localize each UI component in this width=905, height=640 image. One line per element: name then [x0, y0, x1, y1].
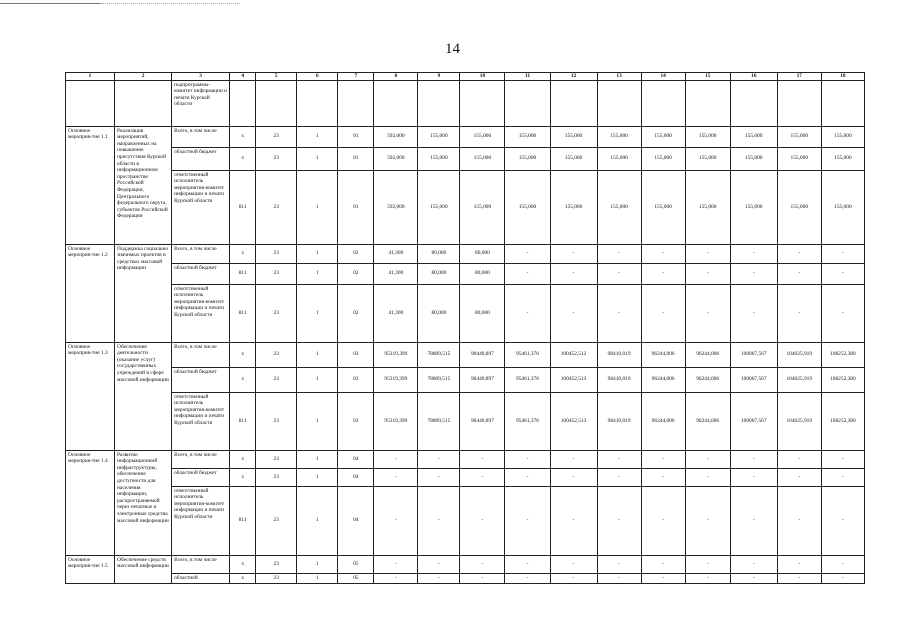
cell-value: - — [685, 450, 730, 468]
cell-source: Всего, в том числе — [172, 126, 230, 147]
cell-value: 98410,019 — [597, 367, 641, 392]
cell-pgp: 1 — [297, 147, 338, 170]
table-row — [66, 450, 865, 468]
cell-source: Всего, в том числе — [172, 450, 230, 468]
cell-source: подпрограммы-комитет информации и печати Курской области — [172, 80, 230, 126]
cell-om: 02 — [338, 244, 374, 263]
cell-value: - — [641, 573, 685, 583]
cell-value: 78809,515 — [418, 342, 460, 367]
cell-value: 155,000 — [418, 170, 460, 244]
cell-value: - — [641, 486, 685, 555]
cell-value: 95461,376 — [505, 392, 550, 450]
cell-value: 155,000 — [821, 147, 864, 170]
cell-grbs: х — [230, 126, 256, 147]
cell-value: - — [641, 450, 685, 468]
cell-value: 155,000 — [641, 170, 685, 244]
cell-grbs: 811 — [230, 263, 256, 284]
cell-grbs: х — [230, 244, 256, 263]
cell-value: - — [460, 468, 505, 486]
cell-pgp: 1 — [297, 170, 338, 244]
cell-value: - — [418, 573, 460, 583]
cell-value: - — [597, 244, 641, 263]
cell-value: - — [374, 486, 418, 555]
cell-value: - — [505, 486, 550, 555]
table-row — [66, 263, 865, 284]
col-header: 4 — [230, 73, 256, 81]
cell-value: - — [505, 573, 550, 583]
cell-value: 155,000 — [597, 170, 641, 244]
cell-value: - — [597, 555, 641, 573]
col-header: 17 — [777, 73, 821, 81]
col-header: 5 — [256, 73, 297, 81]
cell-pgp: 1 — [297, 367, 338, 392]
table-row — [66, 468, 865, 486]
col-header: 10 — [460, 73, 505, 81]
cell-source: Всего, в том числе — [172, 244, 230, 263]
cell-value: 96244,006 — [685, 392, 730, 450]
cell-om: 02 — [338, 284, 374, 342]
cell-value: 41,300 — [374, 263, 418, 284]
cell-value: 155,000 — [685, 126, 730, 147]
measure-description: Развитие информационной инфраструктуры, обеспечение доступности для населения информации, распространяемой через печатные и электронные средства массовой информации — [115, 450, 172, 555]
cell-value: 155,000 — [418, 147, 460, 170]
cell-value: 155,000 — [730, 170, 777, 244]
cell-value: 155,000 — [460, 147, 505, 170]
cell-value: 96244,006 — [685, 342, 730, 367]
cell-value: - — [597, 486, 641, 555]
cell-value: - — [777, 450, 821, 468]
cell-value: 90440,897 — [460, 392, 505, 450]
cell-pgp: 1 — [297, 244, 338, 263]
cell-value: - — [460, 486, 505, 555]
cell-value: 100067,567 — [730, 342, 777, 367]
cell-om: 05 — [338, 555, 374, 573]
measure-name: Основное мероприя-тие 1.5 — [66, 555, 115, 583]
cell-grbs: х — [230, 555, 256, 573]
cell-value: - — [821, 573, 864, 583]
cell-value: 95319,399 — [374, 367, 418, 392]
cell-value: - — [821, 450, 864, 468]
cell-value: - — [597, 284, 641, 342]
cell-value: - — [821, 486, 864, 555]
cell-value: - — [641, 468, 685, 486]
cell-value: - — [505, 468, 550, 486]
cell-value: 100067,567 — [730, 367, 777, 392]
cell-source: областной бюджет — [172, 367, 230, 392]
header-rule-dotted — [100, 3, 240, 4]
continuation-row — [66, 80, 865, 126]
cell-om: 04 — [338, 450, 374, 468]
cell-grbs: х — [230, 468, 256, 486]
cell-value: - — [460, 450, 505, 468]
cell-source: областной бюджет — [172, 147, 230, 170]
cell-value: 155,000 — [641, 126, 685, 147]
table-row — [66, 555, 865, 573]
cell-grbs: х — [230, 573, 256, 583]
cell-grbs: 811 — [230, 284, 256, 342]
cell-value: 98410,019 — [597, 342, 641, 367]
cell-value: - — [730, 284, 777, 342]
cell-value: - — [777, 284, 821, 342]
cell-value: 155,000 — [730, 126, 777, 147]
cell-value: - — [550, 573, 597, 583]
col-header: 9 — [418, 73, 460, 81]
col-header: 8 — [374, 73, 418, 81]
cell-value: - — [685, 244, 730, 263]
cell-value: - — [374, 468, 418, 486]
cell-value: 80,000 — [460, 284, 505, 342]
cell-gp: 23 — [256, 573, 297, 583]
cell-pgp: 1 — [297, 263, 338, 284]
cell-om: 01 — [338, 170, 374, 244]
cell-value: - — [597, 450, 641, 468]
table-row — [66, 486, 865, 555]
cell-value: - — [460, 555, 505, 573]
cell-om: 03 — [338, 342, 374, 367]
cell-gp: 23 — [256, 486, 297, 555]
cell-gp: 23 — [256, 126, 297, 147]
column-number-row — [66, 73, 865, 81]
cell-value: - — [777, 573, 821, 583]
cell-value: 96244,006 — [685, 367, 730, 392]
cell-value: 104025,919 — [777, 367, 821, 392]
cell-value: - — [550, 450, 597, 468]
cell-grbs: х — [230, 342, 256, 367]
table-row — [66, 147, 865, 170]
cell-value: - — [730, 450, 777, 468]
cell-value: - — [641, 244, 685, 263]
cell-value: 41,300 — [374, 244, 418, 263]
cell-value: 98410,019 — [597, 392, 641, 450]
table-row — [66, 126, 865, 147]
cell-value: 96244,006 — [641, 392, 685, 450]
cell-value: 80,000 — [418, 263, 460, 284]
cell-value: - — [460, 573, 505, 583]
cell-source: ответственный исполнитель мероприятия-комитет информации и печати Курской области — [172, 486, 230, 555]
cell-value: - — [641, 263, 685, 284]
cell-value: - — [597, 263, 641, 284]
cell-pgp: 1 — [297, 342, 338, 367]
col-header: 7 — [338, 73, 374, 81]
cell-value: 100452,513 — [550, 392, 597, 450]
cell-source: Всего, в том числе — [172, 342, 230, 367]
cell-pgp: 1 — [297, 450, 338, 468]
cell-om: 01 — [338, 147, 374, 170]
cell-source: Всего, в том числе — [172, 555, 230, 573]
cell-value: - — [550, 263, 597, 284]
cell-value: - — [685, 555, 730, 573]
cell-pgp: 1 — [297, 555, 338, 573]
table-row — [66, 392, 865, 450]
cell-value: - — [821, 244, 864, 263]
cell-value: 90440,897 — [460, 342, 505, 367]
cell-value: 95319,399 — [374, 342, 418, 367]
cell-value: 80,000 — [460, 263, 505, 284]
col-header: 13 — [597, 73, 641, 81]
cell-om: 04 — [338, 468, 374, 486]
cell-value: 155,000 — [777, 147, 821, 170]
cell-value: 155,000 — [505, 147, 550, 170]
cell-value: 108252,380 — [821, 367, 864, 392]
cell-source: областной — [172, 573, 230, 583]
cell-value: - — [685, 263, 730, 284]
cell-value: - — [550, 555, 597, 573]
cell-pgp: 1 — [297, 486, 338, 555]
cell-value: - — [777, 555, 821, 573]
cell-value: - — [777, 263, 821, 284]
col-header: 16 — [730, 73, 777, 81]
cell-value: - — [374, 573, 418, 583]
cell-gp: 23 — [256, 244, 297, 263]
cell-value: - — [821, 263, 864, 284]
cell-value: - — [730, 555, 777, 573]
cell-value: - — [730, 263, 777, 284]
cell-value: - — [597, 573, 641, 583]
cell-value: 78809,515 — [418, 392, 460, 450]
col-header: 3 — [172, 73, 230, 81]
cell-value: - — [730, 468, 777, 486]
table-row — [66, 573, 865, 583]
cell-pgp: 1 — [297, 392, 338, 450]
cell-value: 100452,512 — [550, 342, 597, 367]
cell-value: - — [550, 486, 597, 555]
cell-value: 155,000 — [550, 147, 597, 170]
cell-grbs: 811 — [230, 486, 256, 555]
measure-name: Основное мероприя-тие 1.1 — [66, 126, 115, 244]
cell-value: - — [418, 486, 460, 555]
cell-value: - — [597, 468, 641, 486]
cell-value: 95461,376 — [505, 342, 550, 367]
cell-value: 96244,006 — [641, 342, 685, 367]
cell-value: - — [418, 450, 460, 468]
table-row — [66, 244, 865, 263]
cell-value: - — [505, 284, 550, 342]
col-header: 11 — [505, 73, 550, 81]
cell-value: 155,000 — [550, 126, 597, 147]
cell-value: 104025,919 — [777, 342, 821, 367]
cell-source: областной бюджет — [172, 468, 230, 486]
cell-value: - — [730, 486, 777, 555]
cell-value: 155,000 — [685, 147, 730, 170]
cell-gp: 23 — [256, 367, 297, 392]
cell-gp: 23 — [256, 468, 297, 486]
cell-value: - — [505, 450, 550, 468]
cell-value: - — [685, 468, 730, 486]
col-header: 1 — [66, 73, 115, 81]
cell-om: 04 — [338, 486, 374, 555]
cell-om: 03 — [338, 367, 374, 392]
cell-value: - — [821, 284, 864, 342]
measure-description: Реализация мероприятий, направленных на повышение присутствия Курской области в информационном пространстве Российской Федерации, Центрального федерального округа, субъектов Российской Федерации — [115, 126, 172, 244]
cell-om: 01 — [338, 126, 374, 147]
col-header: 6 — [297, 73, 338, 81]
cell-gp: 23 — [256, 392, 297, 450]
cell-source: областной бюджет — [172, 263, 230, 284]
cell-value: 41,300 — [374, 284, 418, 342]
cell-value: - — [641, 555, 685, 573]
cell-grbs: 811 — [230, 170, 256, 244]
cell-value: 155,000 — [505, 126, 550, 147]
col-header: 15 — [685, 73, 730, 81]
cell-om: 02 — [338, 263, 374, 284]
cell-value: 592,000 — [374, 147, 418, 170]
cell-gp: 23 — [256, 450, 297, 468]
cell-value: - — [374, 555, 418, 573]
table-row — [66, 367, 865, 392]
cell-pgp: 1 — [297, 468, 338, 486]
cell-value: 80,000 — [418, 284, 460, 342]
cell-value: - — [550, 284, 597, 342]
measure-name: Основное мероприя-тие 1.4 — [66, 450, 115, 555]
cell-value: 155,000 — [821, 170, 864, 244]
cell-gp: 23 — [256, 555, 297, 573]
cell-value: 78809,515 — [418, 367, 460, 392]
cell-value: - — [505, 555, 550, 573]
cell-value: 155,000 — [418, 126, 460, 147]
cell-value: 95319,399 — [374, 392, 418, 450]
budget-table — [65, 72, 865, 584]
cell-pgp: 1 — [297, 284, 338, 342]
cell-value: 104025,919 — [777, 392, 821, 450]
cell-grbs: х — [230, 147, 256, 170]
measure-description: Обеспечение средств массовой информации — [115, 555, 172, 583]
col-header: 2 — [115, 73, 172, 81]
page-number: 14 — [445, 41, 460, 57]
cell-value: 155,000 — [730, 147, 777, 170]
cell-value: 155,000 — [821, 126, 864, 147]
measure-description: Поддержка социально значимых проектов в средствах массовой информации — [115, 244, 172, 342]
measure-description: Обеспечение деятельности (оказание услуг) государственных учреждений в сфере массовой информации — [115, 342, 172, 450]
col-header: 12 — [550, 73, 597, 81]
cell-value: - — [685, 284, 730, 342]
cell-value: 155,000 — [460, 170, 505, 244]
cell-om: 03 — [338, 392, 374, 450]
cell-value: 95461,376 — [505, 367, 550, 392]
cell-value: - — [777, 486, 821, 555]
cell-value: - — [641, 284, 685, 342]
cell-gp: 23 — [256, 284, 297, 342]
measure-name: Основное мероприя-тие 1.2 — [66, 244, 115, 342]
cell-value: 155,000 — [685, 170, 730, 244]
cell-value: 108252,380 — [821, 392, 864, 450]
cell-value: 155,000 — [505, 170, 550, 244]
cell-value: - — [777, 468, 821, 486]
cell-value: - — [685, 486, 730, 555]
cell-value: - — [777, 244, 821, 263]
cell-value: 592,000 — [374, 170, 418, 244]
cell-source: ответственный исполнитель мероприятия-комитет информации и печати Курской области — [172, 170, 230, 244]
cell-value: 100452,513 — [550, 367, 597, 392]
table-row — [66, 342, 865, 367]
cell-gp: 23 — [256, 147, 297, 170]
cell-value: 155,000 — [597, 147, 641, 170]
cell-grbs: х — [230, 367, 256, 392]
cell-value: 96244,006 — [641, 367, 685, 392]
cell-value: - — [505, 263, 550, 284]
cell-value: 592,000 — [374, 126, 418, 147]
cell-pgp: 1 — [297, 126, 338, 147]
cell-gp: 23 — [256, 170, 297, 244]
header-rule — [0, 3, 100, 4]
cell-value: 90440,897 — [460, 367, 505, 392]
cell-value: - — [418, 555, 460, 573]
col-header: 18 — [821, 73, 864, 81]
cell-gp: 23 — [256, 263, 297, 284]
table-row — [66, 170, 865, 244]
cell-value: - — [685, 573, 730, 583]
cell-value: - — [730, 244, 777, 263]
cell-om: 05 — [338, 573, 374, 583]
cell-value: 80,000 — [418, 244, 460, 263]
cell-gp: 23 — [256, 342, 297, 367]
cell-value: 155,000 — [777, 126, 821, 147]
measure-name: Основное мероприя-тие 1.3 — [66, 342, 115, 450]
cell-value: - — [550, 244, 597, 263]
cell-value: - — [505, 244, 550, 263]
cell-grbs: 811 — [230, 392, 256, 450]
cell-grbs: х — [230, 450, 256, 468]
cell-value: 108252,380 — [821, 342, 864, 367]
cell-value: 155,000 — [460, 126, 505, 147]
cell-value: - — [821, 468, 864, 486]
cell-value: - — [821, 555, 864, 573]
cell-value: 155,000 — [597, 126, 641, 147]
cell-value: - — [374, 450, 418, 468]
table-row — [66, 284, 865, 342]
cell-value: 100067,567 — [730, 392, 777, 450]
col-header: 14 — [641, 73, 685, 81]
cell-value: - — [418, 468, 460, 486]
cell-pgp: 1 — [297, 573, 338, 583]
cell-value: 155,000 — [641, 147, 685, 170]
cell-value: 80,000 — [460, 244, 505, 263]
cell-source: ответственный исполнитель мероприятия-комитет информации и печати Курской области — [172, 392, 230, 450]
cell-source: ответственный исполнитель мероприятия-комитет информации и печати Курской области — [172, 284, 230, 342]
cell-value: - — [730, 573, 777, 583]
cell-value: 155,000 — [550, 170, 597, 244]
cell-value: 155,000 — [777, 170, 821, 244]
cell-value: - — [550, 468, 597, 486]
